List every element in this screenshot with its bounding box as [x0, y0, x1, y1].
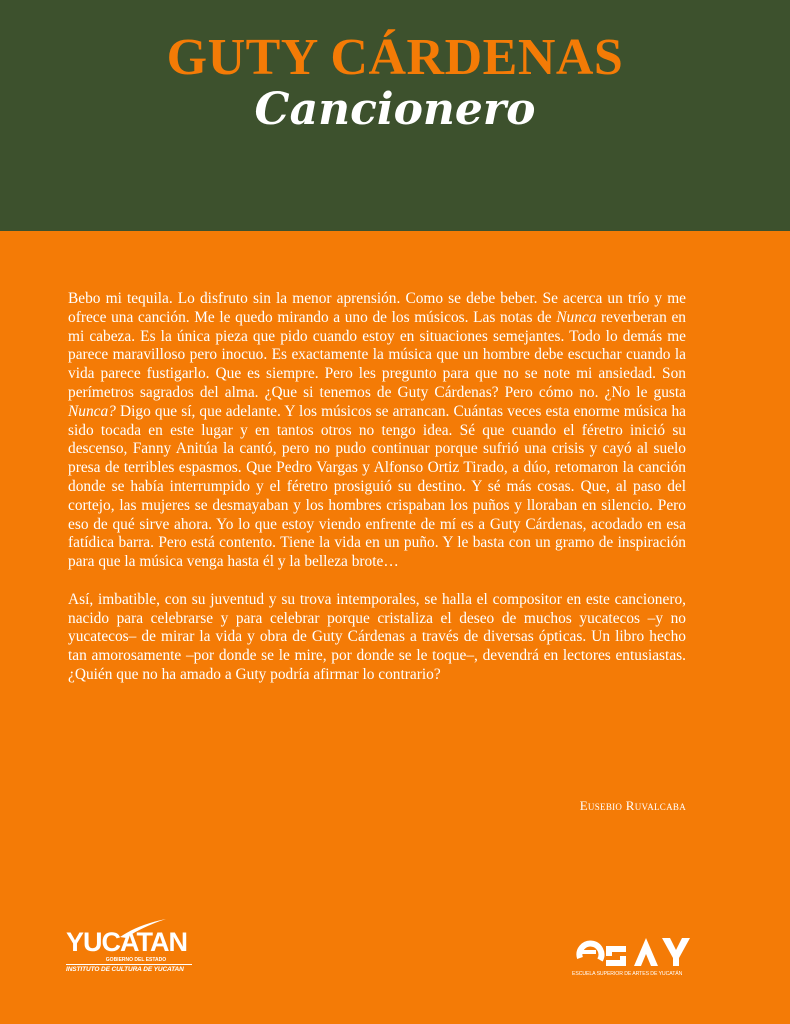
- esay-logo: [572, 936, 702, 980]
- paragraph-run: Digo que sí, que adelante. Y los músicos se arrancan. Cuántas veces esta enorme música ha sido tocada en este lugar y en tantos otros no tengo idea. Sé que cuando el féretro inició su descenso, Fanny Anitúa la cantó, pero no pudo continuar porque sufrió una crisis y cayó al suelo presa de terribles espasmos. Que Pedro Vargas y Alfonso Ortiz Tirado, a dúo, retomaron la canción donde se había interrumpido y el féretro prosiguió su destino. Y sé más cosas. Que, al paso del cortejo, las mujeres se desmayaban y los hombres crispaban los puños y lloraban en silencio. Pero eso de qué sirve ahora. Yo lo que estoy viendo enfrente de mí es a Guty Cárdenas, acodado en esa fatídica barra. Pero está contento. Tiene la vida en un puño. Y le basta con un gramo de inspiración para que la música venga hasta él y la belleza brote…: [68, 402, 686, 571]
- back-cover-text: [68, 290, 686, 704]
- book-subtitle: Cancionero: [254, 84, 536, 135]
- yucatan-wordmark: YUCATAN: [66, 927, 187, 957]
- paragraph-2: Así, imbatible, con su juventud y su trova intemporales, se halla el compositor en este cancionero, nacido para celebrarse y para celebrar porque cristaliza el deseo de muchos yucatecos –y no yucatecos– de mirar la vida y obra de Guty Cárdenas a través de diversas ópticas. Un libro hecho tan amorosamente –por donde se le mire, por donde se le toque–, devendrá en lectores entusiastas. ¿Quién que no ha amado a Guty podría afirmar lo contrario?: [68, 590, 686, 683]
- header-band: [0, 0, 790, 231]
- paragraph-1: [68, 290, 686, 572]
- swoosh-icon: [118, 917, 168, 939]
- yucatan-government-logo: [66, 917, 196, 977]
- paragraph-run: reverberan en mi cabeza. Es la única pieza que pido cuando estoy en situaciones semejantes. Todo lo demás me parece maravilloso pero inocuo. Es exactamente la música que un hombre debe escuchar cuando la vida parece fustigarlo. Que es siempre. Pero les pregunto para que no se note mi ansiedad. Son perímetros sagrados del alma. ¿Que si tenemos de Guty Cárdenas? Pero cómo no. ¿No le gusta: [68, 308, 686, 401]
- song-title-italic: Nunca: [556, 308, 597, 326]
- paragraph-run: Bebo mi tequila. Lo disfruto sin la menor aprensión. Como se debe beber. Se acerca un trío y me ofrece una canción. Me le quedo mirando a uno de los músicos. Las notas de: [68, 290, 686, 326]
- author-signature: Eusebio Ruvalcaba: [579, 798, 686, 813]
- logo-divider: [66, 964, 192, 965]
- song-title-italic: Nunca?: [68, 402, 116, 420]
- institute-label: INSTITUTO DE CULTURA DE YUCATAN: [66, 966, 184, 973]
- esay-caption: ESCUELA SUPERIOR DE ARTES DE YUCATÁN: [572, 971, 683, 977]
- book-title: GUTY CÁRDENAS: [166, 29, 624, 86]
- esay-emblem-icon: [576, 936, 692, 968]
- government-label: GOBIERNO DEL ESTADO: [105, 957, 167, 963]
